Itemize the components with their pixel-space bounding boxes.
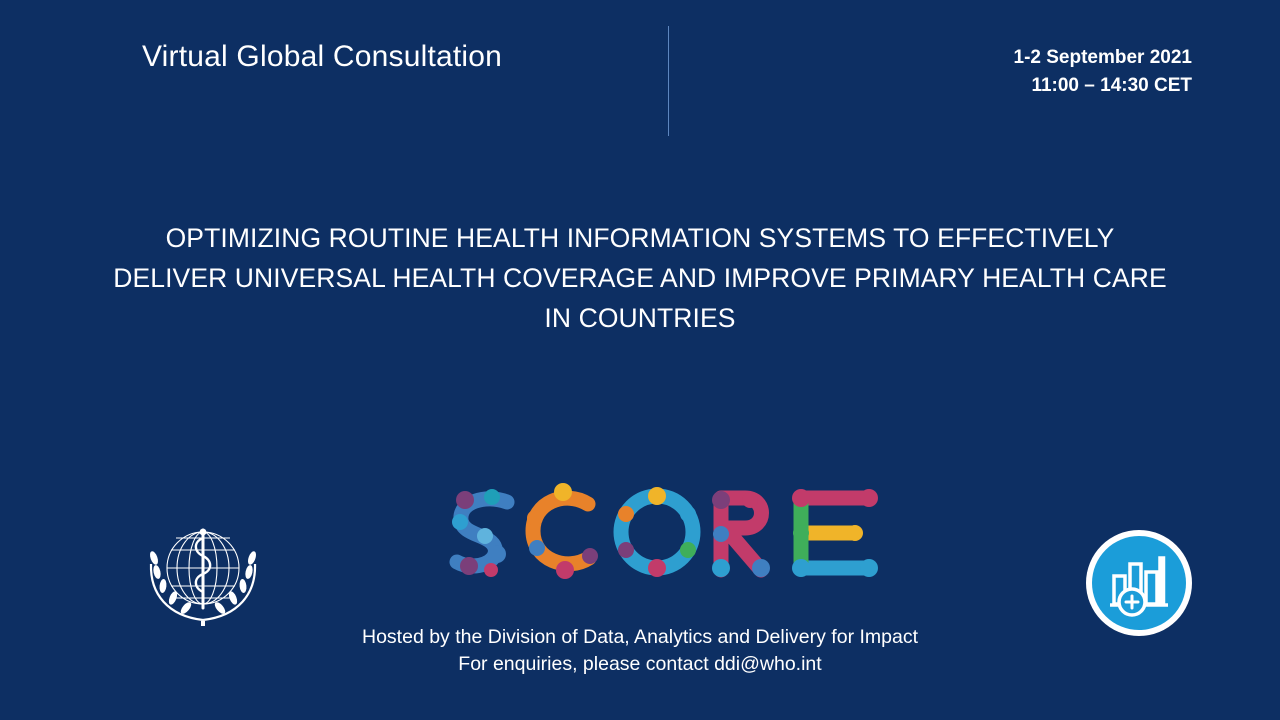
score-wordmark-logo [445, 478, 895, 593]
page-title-line-2: DELIVER UNIVERSAL HEALTH COVERAGE AND IMPROVE PRIMARY HEALTH CARE [113, 263, 1167, 293]
footer-contact-line: For enquiries, please contact ddi@who.int [458, 653, 822, 675]
event-date: 1-2 September 2021 [1013, 47, 1192, 68]
page-title-line-1: OPTIMIZING ROUTINE HEALTH INFORMATION SYSTEMS TO EFFECTIVELY [165, 223, 1115, 253]
footer [0, 624, 1280, 678]
page-title [90, 218, 1190, 338]
who-emblem-icon [138, 508, 268, 638]
event-time: 11:00 – 14:30 CET [1031, 75, 1192, 96]
slide-kicker-title: Virtual Global Consultation [142, 40, 503, 73]
event-datetime [1014, 44, 1193, 100]
page-title-line-3: IN COUNTRIES [544, 303, 736, 333]
footer-host-line: Hosted by the Division of Data, Analytics and Delivery for Impact [362, 626, 918, 648]
header-divider [668, 26, 669, 136]
health-statistics-icon [1084, 528, 1194, 638]
